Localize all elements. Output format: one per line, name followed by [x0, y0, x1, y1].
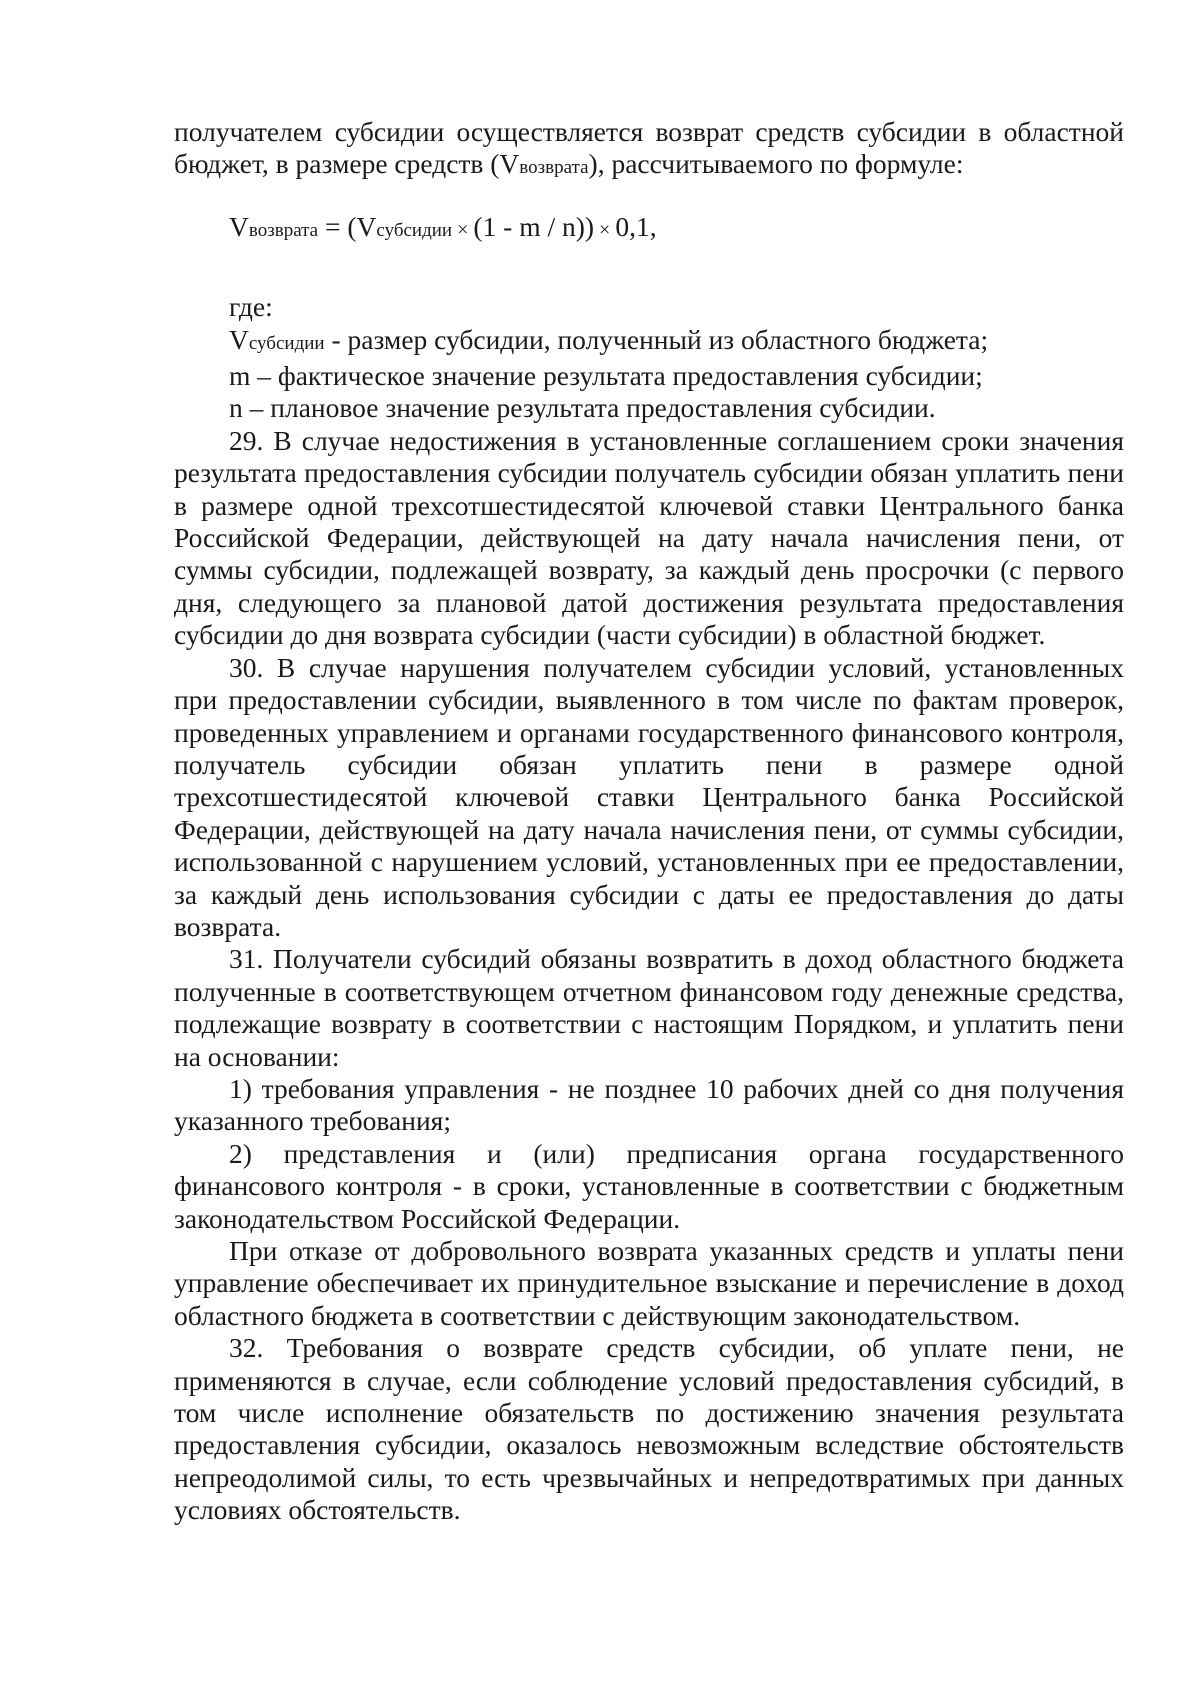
formula-times-2: ×: [594, 218, 616, 241]
formula-sub-vozvrata: возврата: [248, 219, 319, 241]
intro-text-b: ), рассчитываемого по формуле:: [588, 148, 964, 180]
formula-sub-subsidii: субсидии: [376, 219, 453, 241]
formula-times-1: ×: [452, 218, 474, 241]
formula-eq: = (V: [318, 210, 377, 242]
paragraph-31-item-2: 2) представления и (или) предписания органа государственного финансового контроля - в сроки, установленные в соответствии с бюджетным законодательством Российской Федерации.: [174, 1137, 1124, 1234]
paragraph-32: 32. Требования о возврате средств субсидии, об уплате пени, не применяются в случае, если соблюдение условий предоставления субсидий, в том числе исполнение обязательств по достижению значения результата предоставления субсидии, оказалось невозможным вследствие обстоятельств непреодолимой силы, то есть чрезвычайных и непредотвратимых при данных условиях обстоятельств.: [174, 1332, 1124, 1526]
legend-line-n: n – плановое значение результата предоставления субсидии.: [229, 392, 936, 424]
formula-legend: [174, 291, 1124, 425]
paragraph-29: 29. В случае недостижения в установленные соглашением сроки значения результата предоставления субсидии получатель субсидии обязан уплатить пени в размере одной трехсотшестидесятой ключевой ставки Центрального банка Российской Федерации, действующей на дату начала начисления пени, от суммы субсидии, подлежащей возврату, за каждый день просрочки (с первого дня, следующего за плановой датой достижения результата предоставления субсидии до дня возврата субсидии (части субсидии) в областной бюджет.: [174, 424, 1124, 651]
legend-line-v: [229, 324, 1124, 360]
document-page: [174, 116, 1124, 1527]
legend-label: где:: [229, 291, 273, 323]
intro-text-a: получателем субсидии осуществляется возврат средств субсидии в областной бюджет, в размере средств (V: [174, 116, 1124, 180]
formula: [229, 211, 1124, 247]
formula-v1: V: [229, 210, 249, 242]
paragraph-30: 30. В случае нарушения получателем субсидии условий, установленных при предоставлении субсидии, выявленного в том числе по фактам проверок, проведенных управлением и органами государственного финансового контроля, получатель субсидии обязан уплатить пени в размере одной трехсотшестидесятой ключевой ставки Центрального банка Российской Федерации, действующей на дату начала начисления пени, от суммы субсидии, использованной с нарушением условий, установленных при ее предоставлении, за каждый день использования субсидии с даты ее предоставления до даты возврата.: [174, 651, 1124, 942]
paragraph-31-refusal: При отказе от добровольного возврата указанных средств и уплаты пени управление обеспечивает их принудительное взыскание и перечисление в доход областного бюджета в соответствии с действующим законодательством.: [174, 1235, 1124, 1331]
intro-subscript: возврата: [519, 157, 589, 179]
formula-mid: (1 - m / n)): [473, 210, 595, 242]
paragraph-31-item-1: 1) требования управления - не позднее 10 рабочих дней со дня получения указанного требования;: [174, 1072, 1124, 1137]
paragraph-31: 31. Получатели субсидий обязаны возвратить в доход областного бюджета полученные в соответствующем отчетном финансовом году денежные средства, подлежащие возврату в соответствии с настоящим Порядком, и уплатить пени на основании:: [174, 943, 1124, 1072]
legend-v: V: [229, 323, 249, 355]
legend-v-text: - размер субсидии, полученный из областного бюджета;: [324, 323, 989, 355]
intro-paragraph: [174, 116, 1124, 185]
legend-line-m: m – фактическое значение результата предоставления субсидии;: [229, 360, 983, 392]
formula-end: 0,1,: [615, 210, 657, 242]
legend-v-subscript: субсидии: [248, 332, 325, 354]
